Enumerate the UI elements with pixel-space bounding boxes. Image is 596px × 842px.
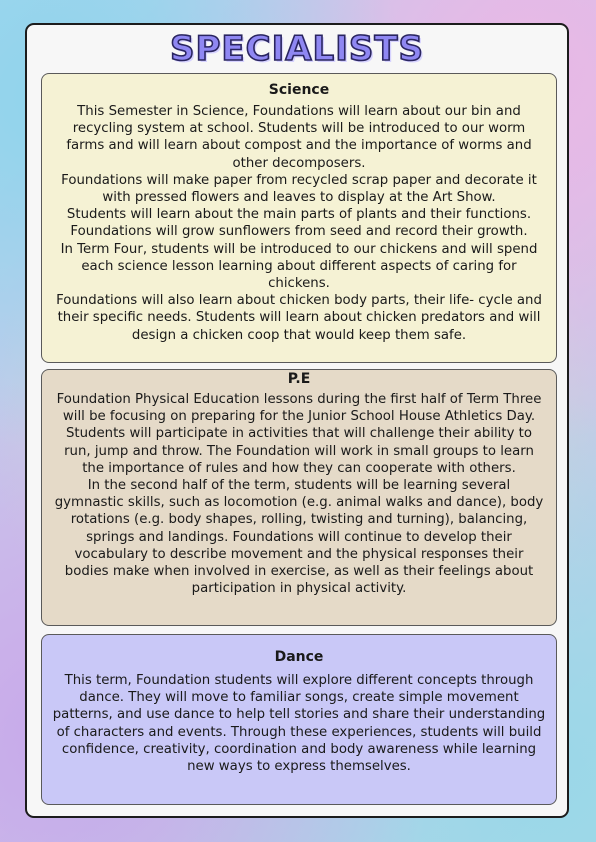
dance-section: [41, 634, 557, 805]
dance-heading: Dance: [274, 649, 324, 665]
science-paragraph: Foundations will grow sunflowers from seed and record their growth.: [70, 224, 528, 240]
science-section: [41, 73, 557, 363]
pe-paragraph: Foundation Physical Education lessons during the first half of Term Three will be focusing on preparing for the Junior School House Athletics Day. Students will participate in activities that will challenge their ability to run, jump and throw. The Foundation will work in small groups to learn the importance of rules and how they can cooperate with others.: [56, 392, 542, 476]
page-panel: [25, 23, 569, 818]
pe-section: [41, 369, 557, 626]
science-paragraph: In Term Four, students will be introduced to our chickens and will spend each science lesson learning about different aspects of caring for chickens.: [60, 241, 538, 292]
pe-heading: P.E: [287, 371, 311, 387]
dance-paragraph: This term, Foundation students will explore different concepts through dance. They will move to familiar songs, create simple movement patterns, and use dance to help tell stories and share their understanding of characters and events. Through these experiences, students will build confidence, creativity, coordination and body awareness while learning new ways to express themselves.: [52, 673, 546, 775]
science-paragraph: Foundations will make paper from recycled scrap paper and decorate it with pressed flowers and leaves to display at the Art Show.: [61, 172, 537, 206]
pe-paragraph: In the second half of the term, students will be learning several gymnastic skills, such as locomotion (e.g. animal walks and dance), body rotations (e.g. body shapes, rolling, twisting and turning), balancing, springs and landings. Foundations will continue to develop their vocabulary to describe movement and the physical responses their bodies make when involved in exercise, as well as their feelings about participation in physical activity.: [54, 478, 544, 597]
science-paragraph: Students will learn about the main parts of plants and their functions.: [66, 207, 532, 223]
science-paragraph: Foundations will also learn about chicken body parts, their life- cycle and their specific needs. Students will learn about chicken predators and will design a chicken coop that would keep them safe.: [56, 293, 542, 343]
science-heading: Science: [268, 82, 330, 98]
page-title: SPECIALISTS: [169, 29, 425, 69]
science-paragraph: This Semester in Science, Foundations will learn about our bin and recycling system at school. Students will be introduced to our worm farms and will learn about compost and the importance of worms and other decomposers.: [66, 104, 532, 171]
